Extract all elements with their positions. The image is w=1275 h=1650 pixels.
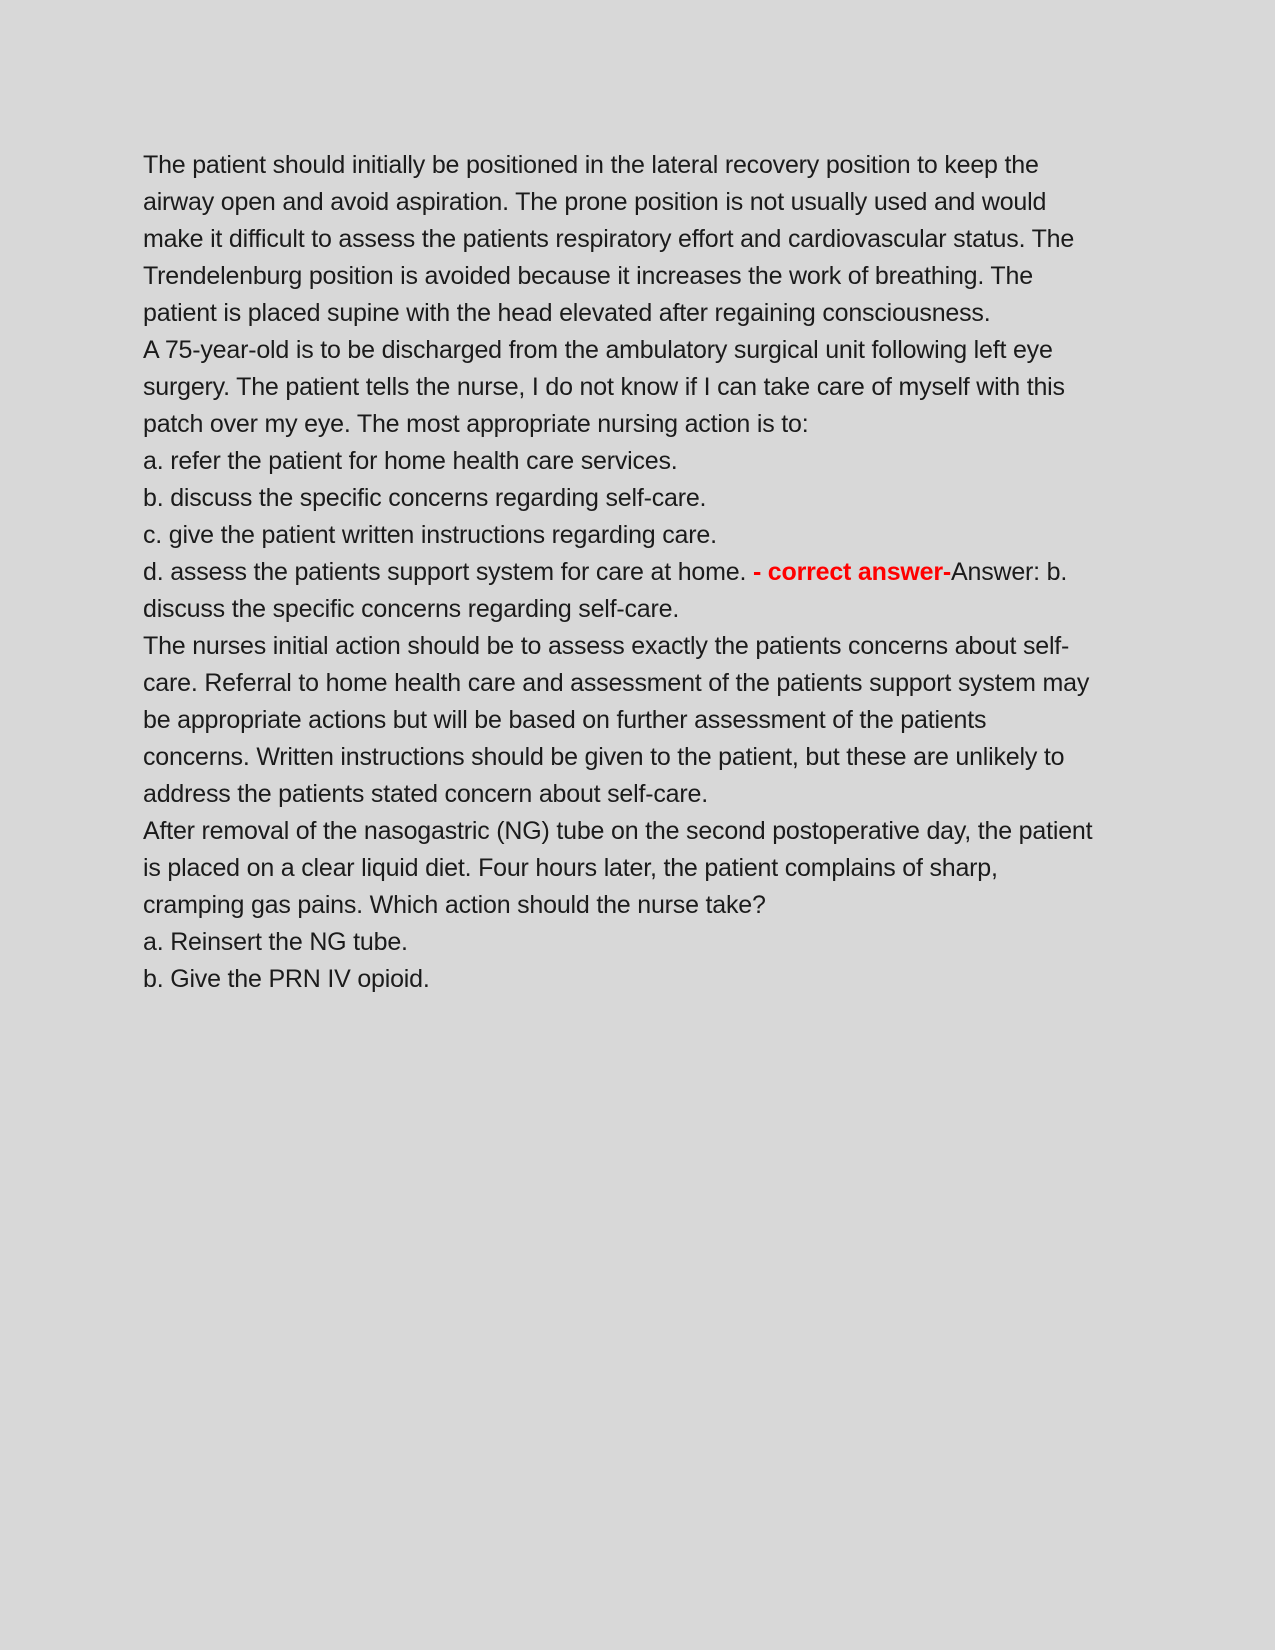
question-1-answer-text: Answer: b. discuss the specific concerns regarding self-care. xyxy=(143,558,1068,623)
question-1-paragraph: A 75-year-old is to be discharged from the ambulatory surgical unit following left eye surgery. The patient tells the nurse, I do not know if I can take care of myself with this patch over my eye. The most appropriate nursing action is to: xyxy=(143,336,1065,438)
explanation-paragraph-1: The patient should initially be positioned in the lateral recovery position to keep the airway open and avoid aspiration. The prone position is not usually used and would make it difficult to assess the patients respiratory effort and cardiovascular status. The Trendelenburg position is avoided because it increases the work of breathing. The patient is placed supine with the head elevated after regaining consciousness. xyxy=(143,151,1075,327)
rationale-paragraph-1: The nurses initial action should be to assess exactly the patients concerns about self-care. Referral to home health care and assessment of the patients support system may be appropriate actions but will be based on further assessment of the patients concerns. Written instructions should be given to the patient, but these are unlikely to address the patients stated concern about self-care. xyxy=(143,632,1090,808)
correct-answer-marker: - correct answer- xyxy=(752,558,952,586)
question-2-option-a: a. Reinsert the NG tube. xyxy=(143,928,408,956)
question-2-paragraph: After removal of the nasogastric (NG) tube on the second postoperative day, the patient is placed on a clear liquid diet. Four hours later, the patient complains of sharp, cramping gas pains. Which action should the nurse take? xyxy=(143,817,1093,919)
question-1-option-d-text: d. assess the patients support system for care at home. xyxy=(143,558,753,586)
question-1-option-a: a. refer the patient for home health care services. xyxy=(143,447,678,475)
question-1-option-b: b. discuss the specific concerns regarding self-care. xyxy=(143,484,707,512)
question-1-option-c: c. give the patient written instructions regarding care. xyxy=(143,521,717,549)
question-2-option-b: b. Give the PRN IV opioid. xyxy=(143,965,430,993)
question-1-option-d-answer-line xyxy=(143,554,1093,628)
